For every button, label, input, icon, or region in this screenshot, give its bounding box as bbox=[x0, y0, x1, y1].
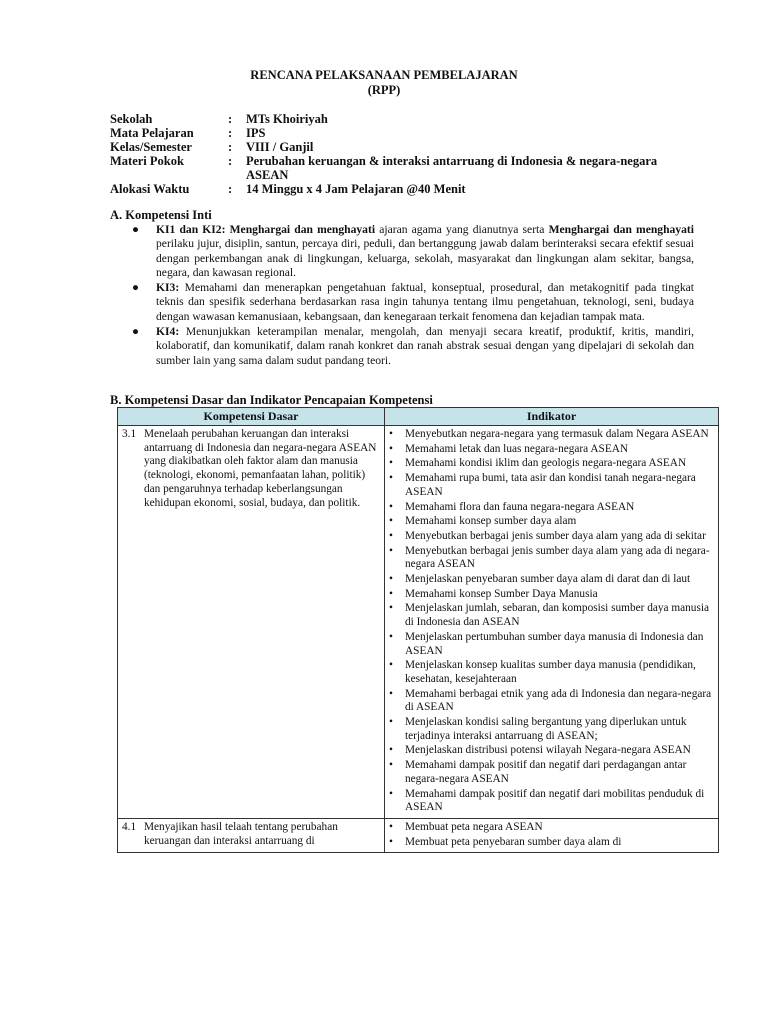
section-a-heading: A. Kompetensi Inti bbox=[110, 208, 212, 222]
ki-body: Memahami dan menerapkan pengetahuan faktual, konseptual, prosedural, dan metakognitif pada tingkat teknis dan spesifik sederhana berdasarkan rasa ingin tahunya tentang ilmu pengetahuan, teknologi, seni, budaya dengan wawasan kemanusiaan, kebangsaan, dan kenegaraan terkait fenomena dan kejadian tampak mata. bbox=[156, 281, 694, 323]
kd-cell bbox=[118, 818, 385, 852]
kd-item bbox=[122, 428, 380, 510]
meta-row-class bbox=[110, 140, 680, 154]
indicator-cell bbox=[385, 426, 719, 819]
table-row bbox=[118, 818, 719, 852]
bullet-icon: • bbox=[389, 602, 393, 615]
ki-item bbox=[130, 281, 694, 324]
indicator-item bbox=[389, 428, 714, 442]
title-line-2: (RPP) bbox=[367, 83, 401, 97]
indicator-item bbox=[389, 836, 714, 850]
bullet-icon: • bbox=[389, 500, 393, 513]
indicator-item bbox=[389, 573, 714, 587]
indicator-text: Memahami konsep Sumber Daya Manusia bbox=[405, 587, 598, 600]
column-header: Kompetensi Dasar bbox=[118, 408, 385, 426]
bullet-icon: • bbox=[389, 442, 393, 455]
document-title bbox=[0, 68, 768, 98]
indicator-item bbox=[389, 530, 714, 544]
indicator-text: Menjelaskan konsep kualitas sumber daya manusia (pendidikan, kesehatan, kesejahteraan bbox=[405, 659, 696, 685]
meta-colon: : bbox=[228, 126, 233, 140]
bullet-icon: • bbox=[389, 759, 393, 772]
indicator-item bbox=[389, 545, 714, 572]
ki-body: perilaku jujur, disiplin, santun, percaya diri, peduli, dan bertanggung jawab dalam berinteraksi secara efektif sesuai dengan perkembangan anak di lingkungan, keluarga, sekolah, masyarakat dan lingkungan alam sekitar, bangsa, negara, dan kawasan regional. bbox=[156, 237, 694, 279]
ki-text bbox=[156, 223, 694, 280]
kd-number: 3.1 bbox=[122, 428, 137, 440]
indicator-item bbox=[389, 659, 714, 686]
bullet-icon: ● bbox=[132, 281, 140, 295]
bullet-icon: • bbox=[389, 744, 393, 757]
indicator-text: Membuat peta penyebaran sumber daya alam di bbox=[405, 835, 622, 848]
indicator-text: Menjelaskan penyebaran sumber daya alam di darat dan di laut bbox=[405, 573, 691, 586]
indicator-item bbox=[389, 821, 714, 835]
meta-colon: : bbox=[228, 154, 233, 168]
bullet-icon: • bbox=[389, 428, 393, 440]
bullet-icon: ● bbox=[132, 223, 140, 236]
bullet-icon: ● bbox=[132, 325, 140, 339]
indicator-text: Memahami berbagai etnik yang ada di Indonesia dan negara-negara di ASEAN bbox=[405, 687, 712, 714]
indicator-text: Menjelaskan kondisi saling bergantung yang diperlukan untuk terjadinya interaksi antarruang di ASEAN; bbox=[405, 716, 687, 742]
ki-lead: KI4: bbox=[156, 325, 180, 339]
bullet-icon: • bbox=[389, 457, 393, 470]
indicator-text: Menyebutkan negara-negara yang termasuk dalam Negara ASEAN bbox=[405, 428, 709, 440]
indicator-list bbox=[389, 821, 714, 849]
meta-key: Alokasi Waktu bbox=[110, 182, 190, 196]
meta-colon: : bbox=[228, 182, 233, 196]
meta-value: 14 Minggu x 4 Jam Pelajaran @40 Menit bbox=[246, 182, 466, 196]
identity-block bbox=[110, 112, 680, 196]
ki-item bbox=[130, 223, 694, 280]
indicator-text: Memahami dampak positif dan negatif dari perdagangan antar negara-negara ASEAN bbox=[405, 759, 687, 785]
indicator-text: Menjelaskan pertumbuhan sumber daya manusia di Indonesia dan ASEAN bbox=[405, 630, 704, 657]
competence-table bbox=[117, 407, 719, 853]
kd-number: 4.1 bbox=[122, 820, 137, 833]
indicator-text: Menjelaskan jumlah, sebaran, dan komposisi sumber daya manusia di Indonesia dan ASEAN bbox=[405, 602, 710, 629]
indicator-text: Memahami kondisi iklim dan geologis negara-negara ASEAN bbox=[405, 457, 687, 470]
bullet-icon: • bbox=[389, 529, 393, 542]
bullet-icon: • bbox=[389, 820, 393, 833]
meta-key: Sekolah bbox=[110, 112, 153, 126]
bullet-icon: • bbox=[389, 630, 393, 643]
bullet-icon: • bbox=[389, 587, 393, 600]
indicator-item bbox=[389, 472, 714, 499]
bullet-icon: • bbox=[389, 472, 393, 485]
meta-row-subject bbox=[110, 126, 680, 140]
meta-key: Kelas/Semester bbox=[110, 140, 192, 154]
indicator-item bbox=[389, 457, 714, 471]
bullet-icon: • bbox=[389, 687, 393, 700]
indicator-item bbox=[389, 688, 714, 715]
indicator-item bbox=[389, 443, 714, 457]
indicator-list bbox=[389, 428, 714, 815]
kd-text: Menelaah perubahan keruangan dan interaksi antarruang di Indonesia dan negara-negara ASEAN yang diakibatkan oleh faktor alam dan manusia (teknologi, ekonomi, pemanfaatan lahan, politik) dan pengaruhnya terhadap keberlangsungan kehidupan ekonomi, sosial, budaya, dan politik. bbox=[144, 428, 377, 509]
kd-text: Menyajikan hasil telaah tentang perubahan keruangan dan interaksi antarruang di bbox=[144, 820, 338, 847]
meta-row-time bbox=[110, 182, 680, 196]
indicator-item bbox=[389, 515, 714, 529]
meta-row-school bbox=[110, 112, 680, 126]
ki-text bbox=[156, 281, 694, 324]
indicator-text: Memahami konsep sumber daya alam bbox=[405, 515, 577, 528]
ki-lead: KI1 dan KI2: bbox=[156, 223, 226, 236]
kd-item bbox=[122, 821, 380, 848]
section-b-heading: B. Kompetensi Dasar dan Indikator Pencapaian Kompetensi bbox=[110, 393, 433, 407]
table-body bbox=[118, 426, 719, 853]
indicator-text: Membuat peta negara ASEAN bbox=[405, 820, 543, 833]
indicator-cell bbox=[385, 818, 719, 852]
meta-colon: : bbox=[228, 112, 233, 126]
indicator-item bbox=[389, 602, 714, 629]
meta-row-topic bbox=[110, 154, 680, 182]
indicator-item bbox=[389, 588, 714, 602]
kd-cell bbox=[118, 426, 385, 819]
indicator-text: Menyebutkan berbagai jenis sumber daya alam yang ada di negara-negara ASEAN bbox=[405, 544, 710, 571]
indicator-item bbox=[389, 788, 714, 815]
indicator-item bbox=[389, 631, 714, 658]
indicator-item bbox=[389, 744, 714, 758]
column-header: Indikator bbox=[385, 408, 719, 426]
indicator-text: Memahami dampak positif dan negatif dari mobilitas penduduk di ASEAN bbox=[405, 787, 705, 814]
indicator-item bbox=[389, 759, 714, 786]
indicator-text: Menjelaskan distribusi potensi wilayah Negara-negara ASEAN bbox=[405, 744, 691, 757]
bullet-icon: • bbox=[389, 787, 393, 800]
meta-key: Materi Pokok bbox=[110, 154, 184, 168]
ki-emphasis: Menghargai dan menghayati bbox=[548, 223, 695, 236]
ki-text bbox=[156, 325, 694, 368]
indicator-text: Menyebutkan berbagai jenis sumber daya alam yang ada di sekitar bbox=[405, 529, 706, 542]
indicator-item bbox=[389, 716, 714, 743]
meta-colon: : bbox=[228, 140, 233, 154]
ki-body: Menunjukkan keterampilan menalar, mengolah, dan menyaji secara kreatif, produktif, kritis, mandiri, kolaboratif, dan komunikatif, dalam ranah konkret dan ranah abstrak sesuai dengan yang dipelajari di sekolah dan sumber lain yang sama dalam sudut pandang teori. bbox=[156, 325, 694, 367]
bullet-icon: • bbox=[389, 515, 393, 528]
ki-item bbox=[130, 325, 694, 368]
indicator-text: Memahami rupa bumi, tata asir dan kondisi tanah negara-negara ASEAN bbox=[405, 472, 696, 498]
meta-key: Mata Pelajaran bbox=[110, 126, 194, 140]
meta-value: Perubahan keruangan & interaksi antarruang di Indonesia & negara-negara ASEAN bbox=[246, 154, 658, 182]
bullet-icon: • bbox=[389, 716, 393, 729]
title-line-1: RENCANA PELAKSANAAN PEMBELAJARAN bbox=[250, 68, 518, 82]
core-competence-list bbox=[130, 223, 694, 369]
bullet-icon: • bbox=[389, 659, 393, 672]
ki-lead: KI3: bbox=[156, 281, 180, 295]
meta-value: MTs Khoiriyah bbox=[246, 112, 328, 126]
table-header-row bbox=[118, 408, 719, 426]
meta-value: IPS bbox=[246, 126, 266, 140]
bullet-icon: • bbox=[389, 544, 393, 557]
table-row bbox=[118, 426, 719, 819]
ki-emphasis: Menghargai dan menghayati bbox=[229, 223, 376, 236]
bullet-icon: • bbox=[389, 573, 393, 586]
ki-body: ajaran agama yang dianutnya serta bbox=[375, 223, 549, 236]
indicator-item bbox=[389, 501, 714, 515]
meta-value: VIII / Ganjil bbox=[246, 140, 314, 154]
bullet-icon: • bbox=[389, 835, 393, 848]
indicator-text: Memahami letak dan luas negara-negara ASEAN bbox=[405, 442, 629, 455]
indicator-text: Memahami flora dan fauna negara-negara ASEAN bbox=[405, 500, 635, 513]
